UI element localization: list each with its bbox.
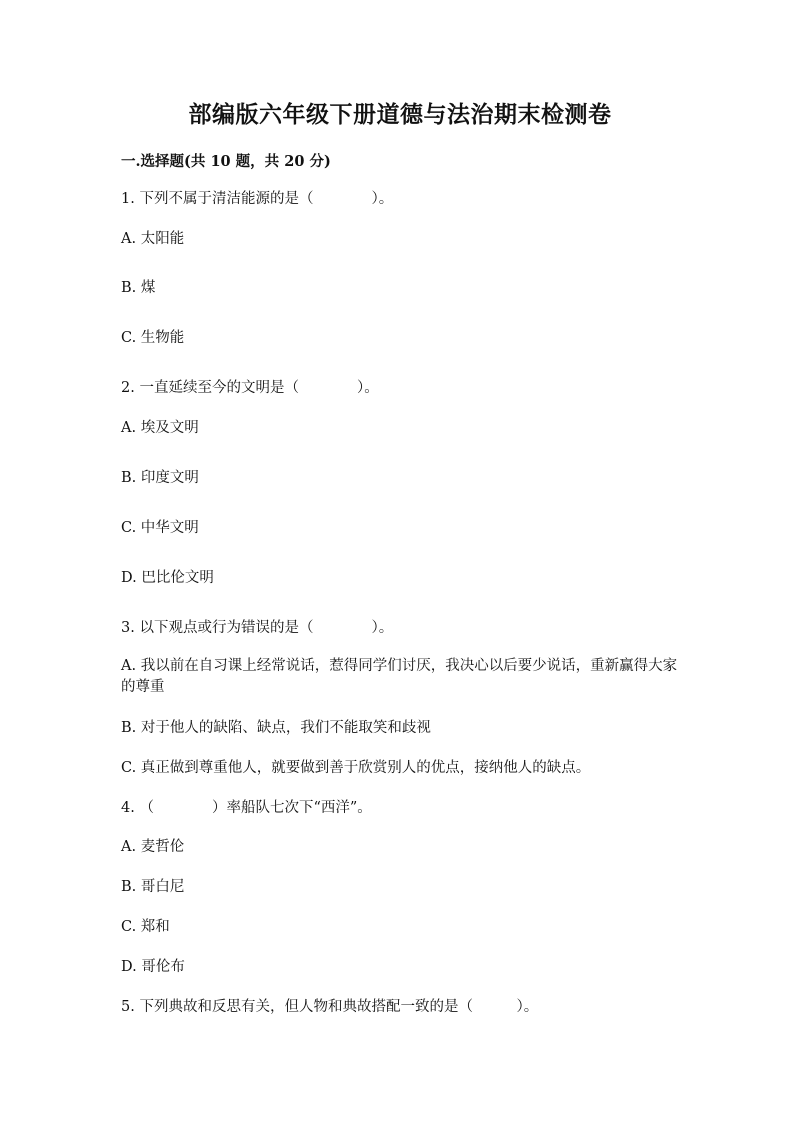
question-1-option-b: B. 煤 [121,280,156,296]
question-1-option-c: C. 生物能 [121,330,185,346]
question-4-option-c: C. 郑和 [121,919,170,935]
question-1-option-a: A. 太阳能 [121,231,185,247]
question-1-stem: 1. 下列不属于清洁能源的是（ ）。 [121,191,394,207]
question-3-option-a: A. 我以前在自习课上经常说话，惹得同学们讨厌，我决心以后要少说话，重新赢得大家的尊重 [121,658,678,695]
question-2-option-a: A. 埃及文明 [121,420,199,436]
question-4-option-a: A. 麦哲伦 [121,839,185,855]
question-3-option-b: B. 对于他人的缺陷、缺点，我们不能取笑和歧视 [121,720,431,736]
question-2-stem: 2. 一直延续至今的文明是（ ）。 [121,380,379,396]
question-3-stem: 3. 以下观点或行为错误的是（ ）。 [121,620,394,636]
section-heading: 一.选择题(共 10 题，共 20 分) [121,153,331,170]
question-2-option-c: C. 中华文明 [121,520,199,536]
question-4-stem: 4. （ ）率船队七次下“西洋”。 [121,800,372,816]
question-4-option-b: B. 哥白尼 [121,879,185,895]
question-2-option-d: D. 巴比伦文明 [121,570,214,586]
question-4-option-d: D. 哥伦布 [121,959,185,975]
question-2-option-b: B. 印度文明 [121,470,199,486]
page-title: 部编版六年级下册道德与法治期末检测卷 [188,101,612,128]
question-3-option-c: C. 真正做到尊重他人，就要做到善于欣赏别人的优点，接纳他人的缺点。 [121,760,591,776]
question-5-stem: 5. 下列典故和反思有关，但人物和典故搭配一致的是（ ）。 [121,999,539,1015]
